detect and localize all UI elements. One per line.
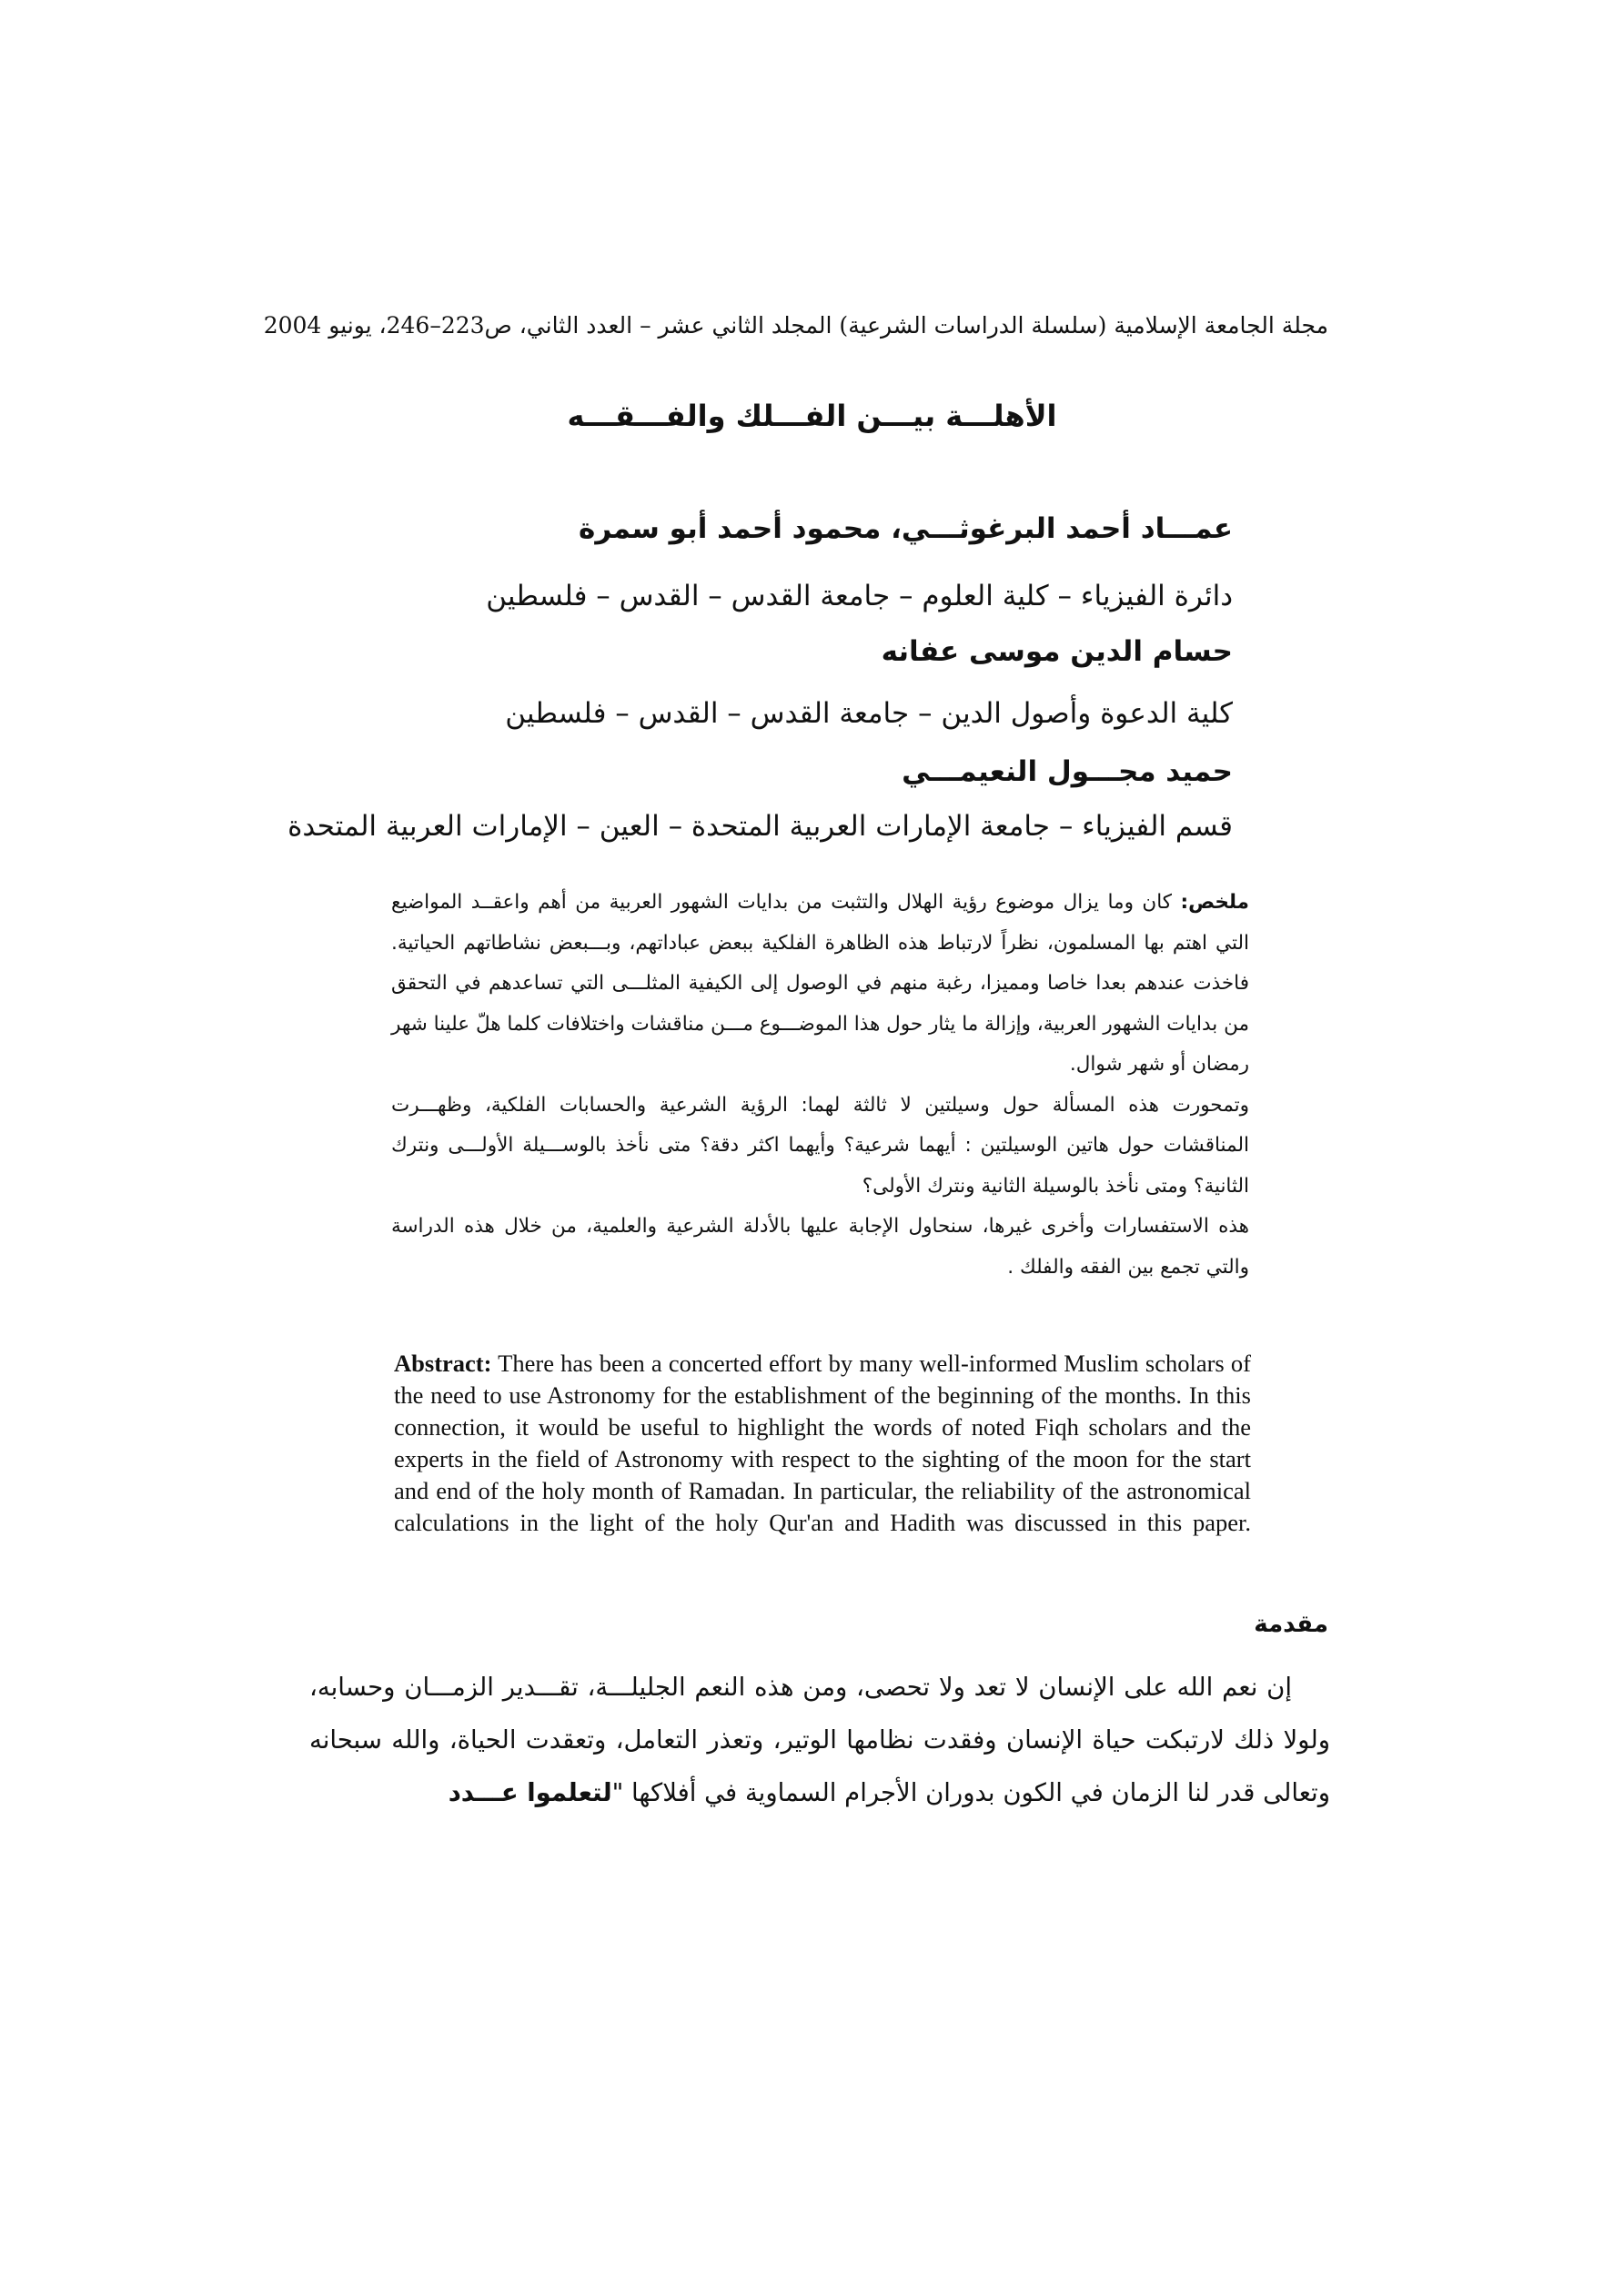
author-affiliation-1: دائرة الفيزياء – كلية العلوم – جامعة القدس – القدس – فلسطين	[486, 580, 1233, 612]
author-affiliation-3: قسم الفيزياء – جامعة الإمارات العربية المتحدة – العين – الإمارات العربية المتحدة	[287, 810, 1233, 843]
author-affiliation-2: كلية الدعوة وأصول الدين – جامعة القدس – القدس – فلسطين	[505, 697, 1233, 730]
paper-title: الأهلـــة بيـــن الفـــلك والفـــقـــه	[567, 399, 1057, 433]
author-name-2: حسام الدين موسى عفانه	[881, 635, 1233, 668]
english-abstract-text: There has been a concerted effort by many well-informed Muslim scholars of the need to use Astronomy for the establishment of the beginning of the months. In this connection, it would be useful to highlight the words of noted Fiqh scholars and the experts in the field of Astronomy with respect to the sighting of the moon for the start and end of the holy month of Ramadan. In particular, the reliability of the astronomical calculations in the light of the holy Qur'an and Hadith was discussed in this paper.	[394, 1350, 1251, 1536]
author-name-3: حميد مجـــول النعيمـــي	[902, 755, 1233, 788]
introduction-body	[309, 1661, 1330, 1819]
introduction-paragraph	[309, 1661, 1330, 1819]
arabic-abstract-paragraph-2: وتمحورت هذه المسألة حول وسيلتين لا ثالثة لهما: الرؤية الشرعية والحسابات الفلكية، وظهـــرت المناقشات حول هاتين الوسيلتين : أيهما شرعية؟ وأيهما اكثر دقة؟ متى نأخذ بالوســـيلة الأولـــى ونترك الثانية؟ ومتى نأخذ بالوسيلة الثانية ونترك الأولى؟	[391, 1093, 1249, 1198]
arabic-abstract-text-1: كان وما يزال موضوع رؤية الهلال والتثبت من بدايات الشهور العربية من أهم واعقــد المواضيع التي اهتم بها المسلمون، نظراً لارتباط هذه الظاهرة الفلكية ببعض عباداتهم، وبـــبعض نشاطاتهم الحياتية. فاخذت عندهم بعدا خاصا ومميزا، رغبة منهم في الوصول إلى الكيفية المثلـــى التي تساعدهم في التحقق من بدايات الشهور العربية، وإزالة ما يثار حول هذا الموضـــوع مـــن مناقشات واختلافات كلما هلّ علينا شهر رمضان أو شهر شوال.	[391, 891, 1249, 1076]
arabic-abstract-paragraph-3: هذه الاستفسارات وأخرى غيرها، سنحاول الإجابة عليها بالأدلة الشرعية والعلمية، من خلال هذه الدراسة والتي تجمع بين الفقه والفلك .	[391, 1215, 1249, 1279]
english-abstract	[394, 1348, 1251, 1539]
english-abstract-label: Abstract:	[394, 1350, 492, 1377]
section-heading-introduction: مقدمة	[1254, 1611, 1328, 1638]
journal-header: مجلة الجامعة الإسلامية (سلسلة الدراسات الشرعية) المجلد الثاني عشر – العدد الثاني، ص223–246، يونيو 2004	[263, 312, 1328, 339]
quranic-quote-start: لتعلموا عـــدد	[448, 1778, 612, 1807]
introduction-text: إن نعم الله على الإنسان لا تعد ولا تحصى، ومن هذه النعم الجليلـــة، تقـــدير الزمـــان وحسابه، ولولا ذلك لارتبكت حياة الإنسان وفقدت نظامها الوتير، وتعذر التعامل، وتعقدت الحياة، والله سبحانه وتعالى قدر لنا الزمان في الكون بدوران الأجرام السماوية في أفلاكها "	[309, 1673, 1330, 1807]
arabic-abstract-paragraph-1	[391, 883, 1249, 1086]
arabic-abstract	[391, 883, 1249, 1288]
arabic-abstract-label: ملخص:	[1180, 891, 1249, 914]
author-names-1: عمـــاد أحمد البرغوثـــي، محمود أحمد أبو سمرة	[579, 512, 1233, 545]
